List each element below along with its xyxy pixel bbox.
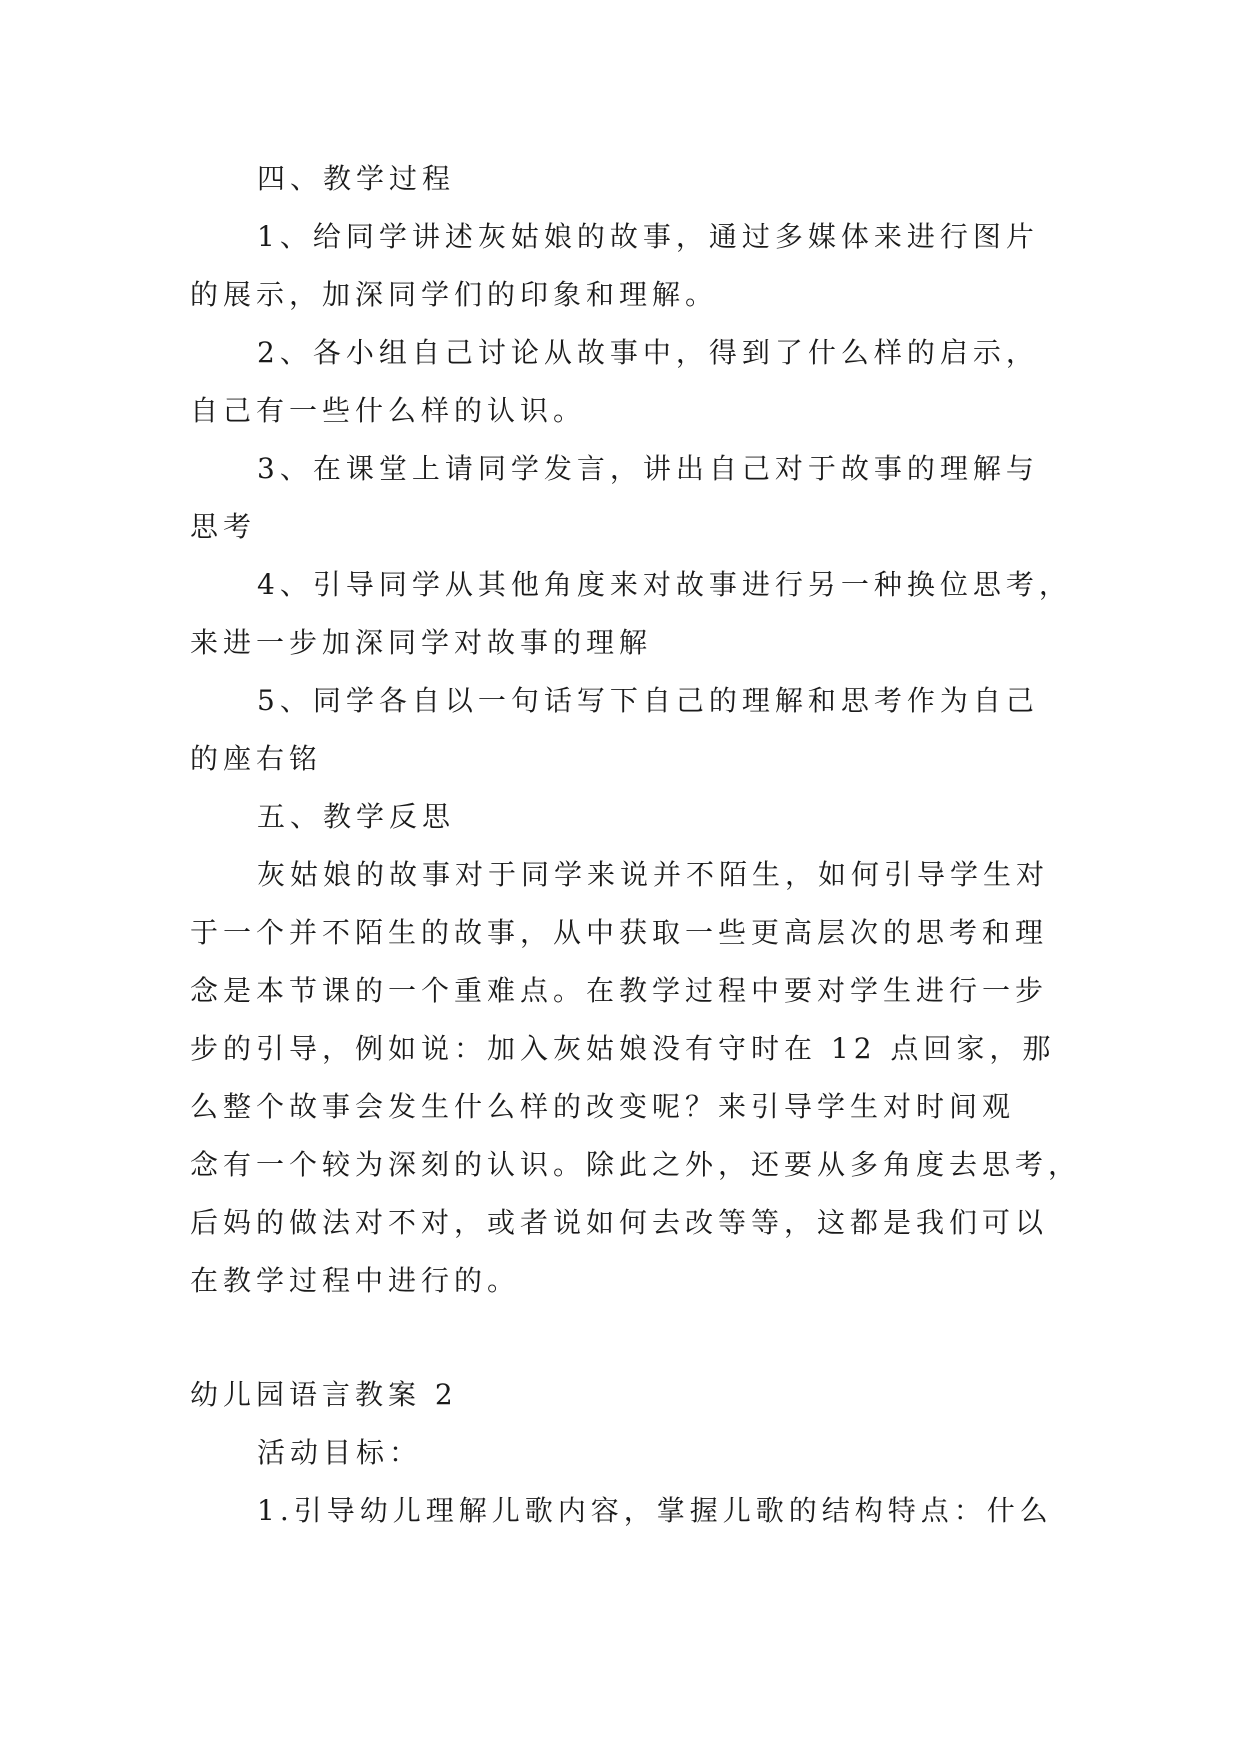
goals-heading: 活动目标： (257, 1436, 423, 1469)
paragraph-line: 在教学过程中进行的。 (190, 1264, 521, 1297)
list-item: 2、各小组自己讨论从故事中，得到了什么样的启示， (257, 336, 1039, 369)
paragraph-line: 么整个故事会发生什么样的改变呢？来引导学生对时间观 (190, 1090, 1016, 1123)
lesson-title: 幼儿园语言教案 2 (190, 1378, 458, 1411)
list-item-continuation: 思考 (190, 510, 257, 543)
list-item: 4、引导同学从其他角度来对故事进行另一种换位思考， (257, 568, 1072, 601)
section-heading: 四、教学过程 (257, 162, 456, 195)
list-item-continuation: 来进一步加深同学对故事的理解 (190, 626, 653, 659)
section-gap (190, 1310, 1060, 1366)
section-heading: 五、教学反思 (257, 800, 456, 833)
paragraph-line: 灰姑娘的故事对于同学来说并不陌生，如何引导学生对 (257, 858, 1050, 891)
paragraph-line: 念是本节课的一个重难点。在教学过程中要对学生进行一步 (190, 974, 1049, 1007)
paragraph-line: 于一个并不陌生的故事，从中获取一些更高层次的思考和理 (190, 916, 1049, 949)
paragraph-line: 念有一个较为深刻的认识。除此之外，还要从多角度去思考， (190, 1148, 1082, 1181)
list-item-continuation: 的座右铭 (190, 742, 323, 775)
list-item-continuation: 自己有一些什么样的认识。 (190, 394, 587, 427)
paragraph-line: 步的引导，例如说：加入灰姑娘没有守时在 12 点回家，那 (190, 1032, 1056, 1065)
list-item: 5、同学各自以一句话写下自己的理解和思考作为自己 (257, 684, 1039, 717)
list-item-continuation: 的展示，加深同学们的印象和理解。 (190, 278, 719, 311)
document-body (190, 150, 1082, 1540)
list-item: 3、在课堂上请同学发言，讲出自己对于故事的理解与 (257, 452, 1039, 485)
list-item: 1、给同学讲述灰姑娘的故事，通过多媒体来进行图片 (257, 220, 1039, 253)
goal-item: 1.引导幼儿理解儿歌内容，掌握儿歌的结构特点：什么 (257, 1494, 1053, 1527)
paragraph-line: 后妈的做法对不对，或者说如何去改等等，这都是我们可以 (190, 1206, 1049, 1239)
